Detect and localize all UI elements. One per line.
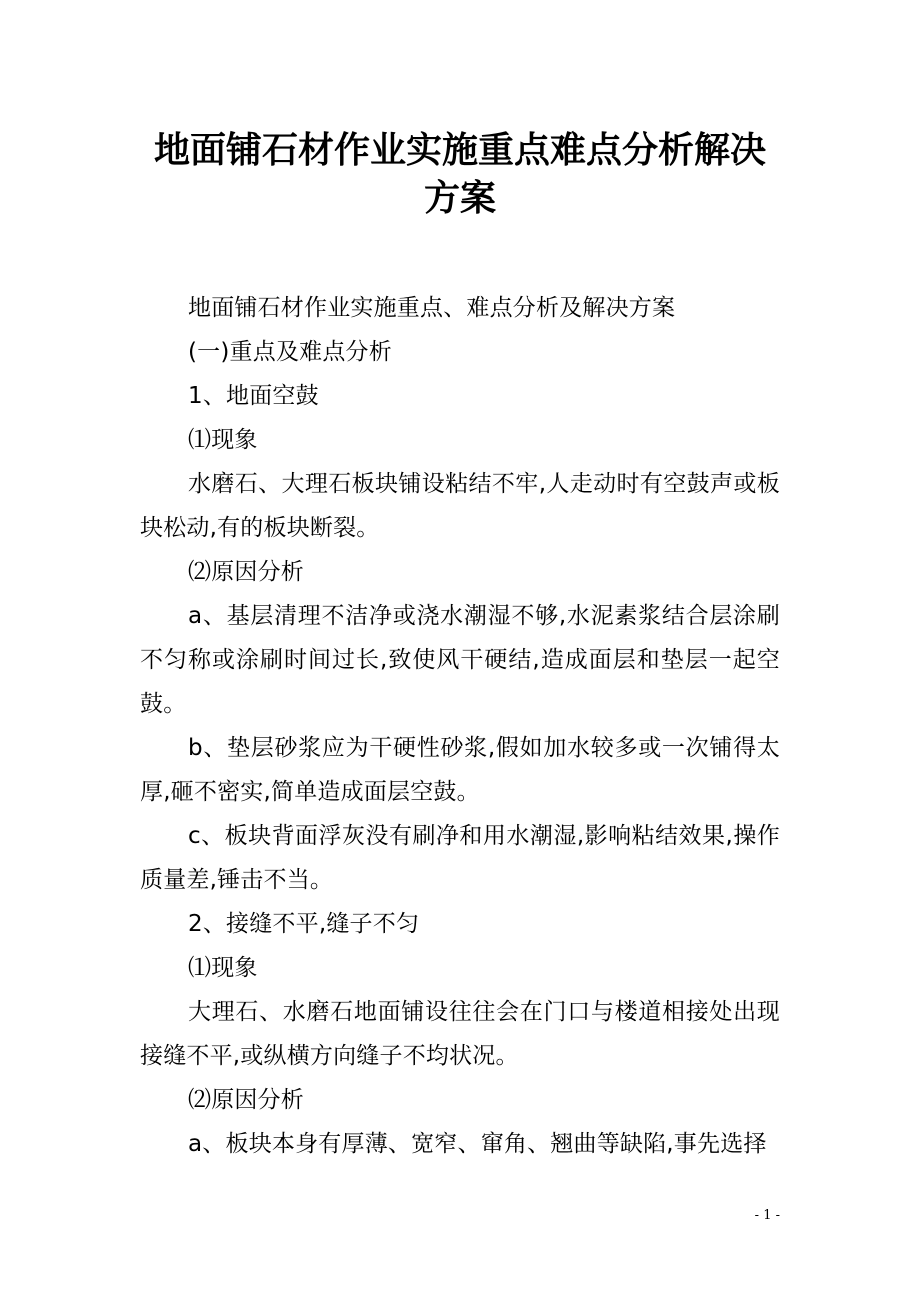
page-number: - 1 - [754,1208,780,1223]
paragraph-section-heading: (一)重点及难点分析 [188,339,392,365]
paragraph-item-2-heading: 2、接缝不平,缝子不匀 [188,911,420,937]
paragraph-phenomenon-text: 水磨石、大理石板块铺设粘结不牢,人走动时有空鼓声或板块松动,有的板块断裂。 [140,471,780,541]
paragraph-phenomenon-heading: ⑴现象 [188,427,258,453]
document-title: 地面铺石材作业实施重点难点分析解决方案 [153,129,766,219]
paragraph-cause-a-2: a、板块本身有厚薄、宽窄、窜角、翘曲等缺陷,事先选择 [188,1131,767,1157]
paragraph-cause-b: b、垫层砂浆应为干硬性砂浆,假如加水较多或一次铺得太厚,砸不密实,简单造成面层空鼓。 [140,735,780,805]
paragraph-cause-heading: ⑵原因分析 [188,559,304,585]
paragraph-phenomenon-heading-2: ⑴现象 [188,955,258,981]
paragraph-cause-c: c、板块背面浮灰没有刷净和用水潮湿,影响粘结效果,操作质量差,锤击不当。 [140,823,780,893]
paragraph-subtitle: 地面铺石材作业实施重点、难点分析及解决方案 [188,295,676,321]
paragraph-cause-a: a、基层清理不洁净或浇水潮湿不够,水泥素浆结合层涂刷不匀称或涂刷时间过长,致使风干硬结,造成面层和垫层一起空鼓。 [140,603,780,717]
paragraph-phenomenon-text-2: 大理石、水磨石地面铺设往往会在门口与楼道相接处出现接缝不平,或纵横方向缝子不均状况。 [140,999,780,1069]
paragraph-item-1-heading: 1、地面空鼓 [188,383,319,409]
paragraph-cause-heading-2: ⑵原因分析 [188,1087,304,1113]
document-body [140,286,780,1166]
